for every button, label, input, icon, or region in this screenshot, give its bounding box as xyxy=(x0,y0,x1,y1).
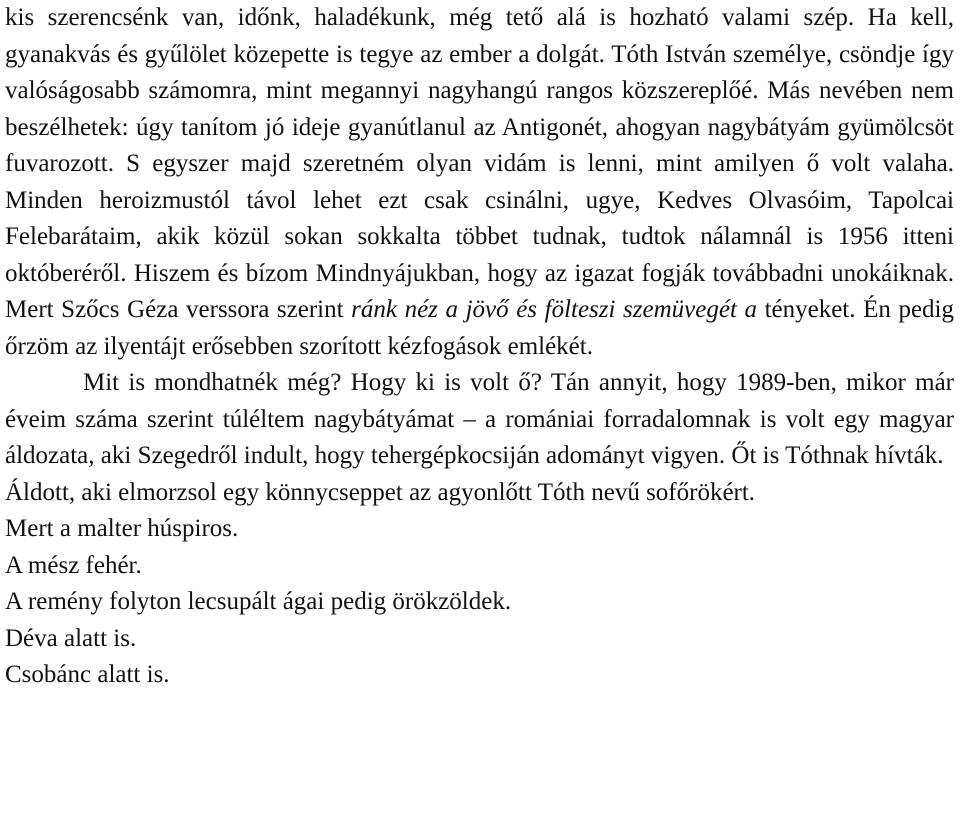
paragraph-1-text-end: tényeket. Én pedig őrzöm az ilyentájt erősebben szorított kézfogások emlékét. xyxy=(5,296,954,360)
paragraph-1 xyxy=(5,0,954,365)
closing-line-4: A remény folyton lecsupált ágai pedig örökzöldek. xyxy=(5,588,512,615)
closing-line-3: A mész fehér. xyxy=(5,551,142,579)
closing-line-1: Áldott, aki elmorzsol egy könnycseppet az agyonlőtt Tóth nevű sofőrökért. xyxy=(5,478,756,506)
paragraph-1-text: kis szerencsénk van, időnk, haladékunk, még tető alá is hozható valami szép. Ha kell, gyanakvás és gyűlölet közepette is tegye az ember a dolgát. Tóth István személye, csöndje így valóságosabb számomra, mint megannyi nagyhangú rangos közszereplőé. Más nevében nem beszélhetek: úgy tanítom jó ideje gyanútlanul az Antigonét, ahogyan nagybátyám gyümölcsöt fuvarozott. S egyszer majd szeretném olyan vidám is lenni, mint amilyen ő volt valaha. Minden heroizmustól távol lehet ezt csak csinálni, ugye, Kedves Olvasóim, Tapolcai Felebarátaim, akik közül sokan sokkalta többet tudnak, tudtok nálamnál is 1956 itteni októberéről. Hiszem és bízom Mindnyájukban, hogy az igazat fogják továbbadni unokáiknak. Mert Szőcs Géza verssora szerint xyxy=(5,4,954,323)
paragraph-2: Mit is mondhatnék még? Hogy ki is volt ő? Tán annyit, hogy 1989-ben, mikor már éveim száma szerint túléltem nagybátyámat – a romániai forradalomnak is volt egy magyar áldozata, aki Szegedről indult, hogy tehergépkocsiján adományt vigyen. Őt is Tóthnak hívták. xyxy=(5,369,954,469)
closing-line-6: Csobánc alatt is. xyxy=(5,661,170,688)
closing-line-5: Déva alatt is. xyxy=(5,624,137,652)
closing-line-2: Mert a malter húspiros. xyxy=(5,515,239,542)
italic-quote: ránk néz a jövő és fölteszi szemüvegét a xyxy=(351,296,757,323)
